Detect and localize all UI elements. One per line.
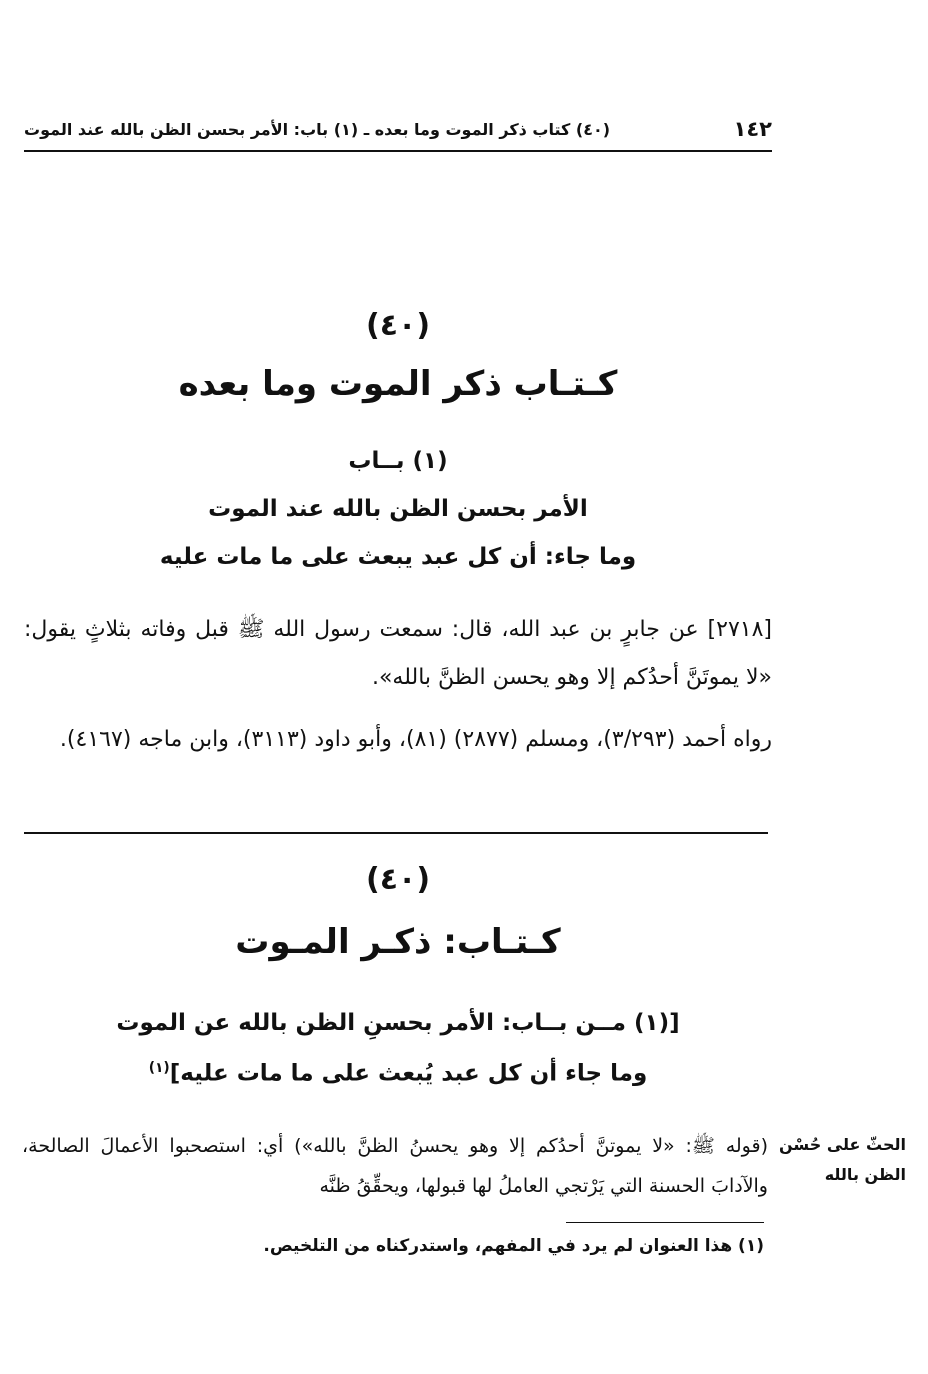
commentary-book-title: كـتـاب: ذكـر المـوت	[235, 922, 561, 962]
commentary-chapter-subtitle-text: وما جاء أن كل عبد يُبعث على ما مات عليه]	[169, 1060, 648, 1087]
running-title: (٤٠) كتاب ذكر الموت وما بعده ـ (١) باب: الأمر بحسن الظن بالله عند الموت	[24, 119, 611, 139]
chapter-label: (١) بــاب	[348, 448, 448, 474]
commentary-text: (قوله ﷺ: «لا يموتنَّ أحدُكم إلا وهو يحسنُ الظنَّ بالله») أي: استصحبوا الأعمالَ الصالحة، والآدابَ الحسنة التي يَرْتجي العاملُ لها قبولها، ويحقِّقُ ظنَّه	[22, 1135, 768, 1197]
hadith-text: [٢٧١٨] عن جابرٍ بن عبد الله، قال: سمعت رسول الله ﷺ قبل وفاته بثلاثٍ يقول: «لا يموتَنَّ أحدُكم إلا وهو يحسن الظنَّ بالله».	[24, 617, 772, 690]
margin-note: الحثّ على حُسْن الظن بالله	[779, 1135, 906, 1184]
footnote-rule	[566, 1222, 764, 1223]
header-rule	[24, 150, 772, 152]
chapter-title: الأمر بحسن الظن بالله عند الموت	[208, 496, 588, 522]
chapter-subtitle: وما جاء: أن كل عبد يبعث على ما مات عليه	[159, 544, 637, 570]
hadith-source: رواه أحمد (٣/٢٩٣)، ومسلم (٢٨٧٧) (٨١)، وأبو داود (٣١١٣)، وابن ماجه (٤١٦٧).	[59, 727, 772, 752]
section-divider	[24, 832, 768, 834]
book-title: كـتـاب ذكر الموت وما بعده	[178, 364, 618, 404]
commentary-chapter-title: [(١) مــن بــاب: الأمر بحسنِ الظن بالله عن الموت	[116, 1010, 680, 1036]
footnote-text: (١) هذا العنوان لم يرد في المفهم، واستدركناه من التلخيص.	[263, 1236, 764, 1256]
commentary-chapter-subtitle	[24, 1060, 772, 1087]
commentary-book-number: (٤٠)	[365, 862, 431, 897]
footnote-marker: (١)	[148, 1060, 170, 1076]
book-number: (٤٠)	[365, 308, 431, 343]
running-header	[24, 112, 772, 146]
page-number: ١٤٢	[733, 117, 772, 141]
